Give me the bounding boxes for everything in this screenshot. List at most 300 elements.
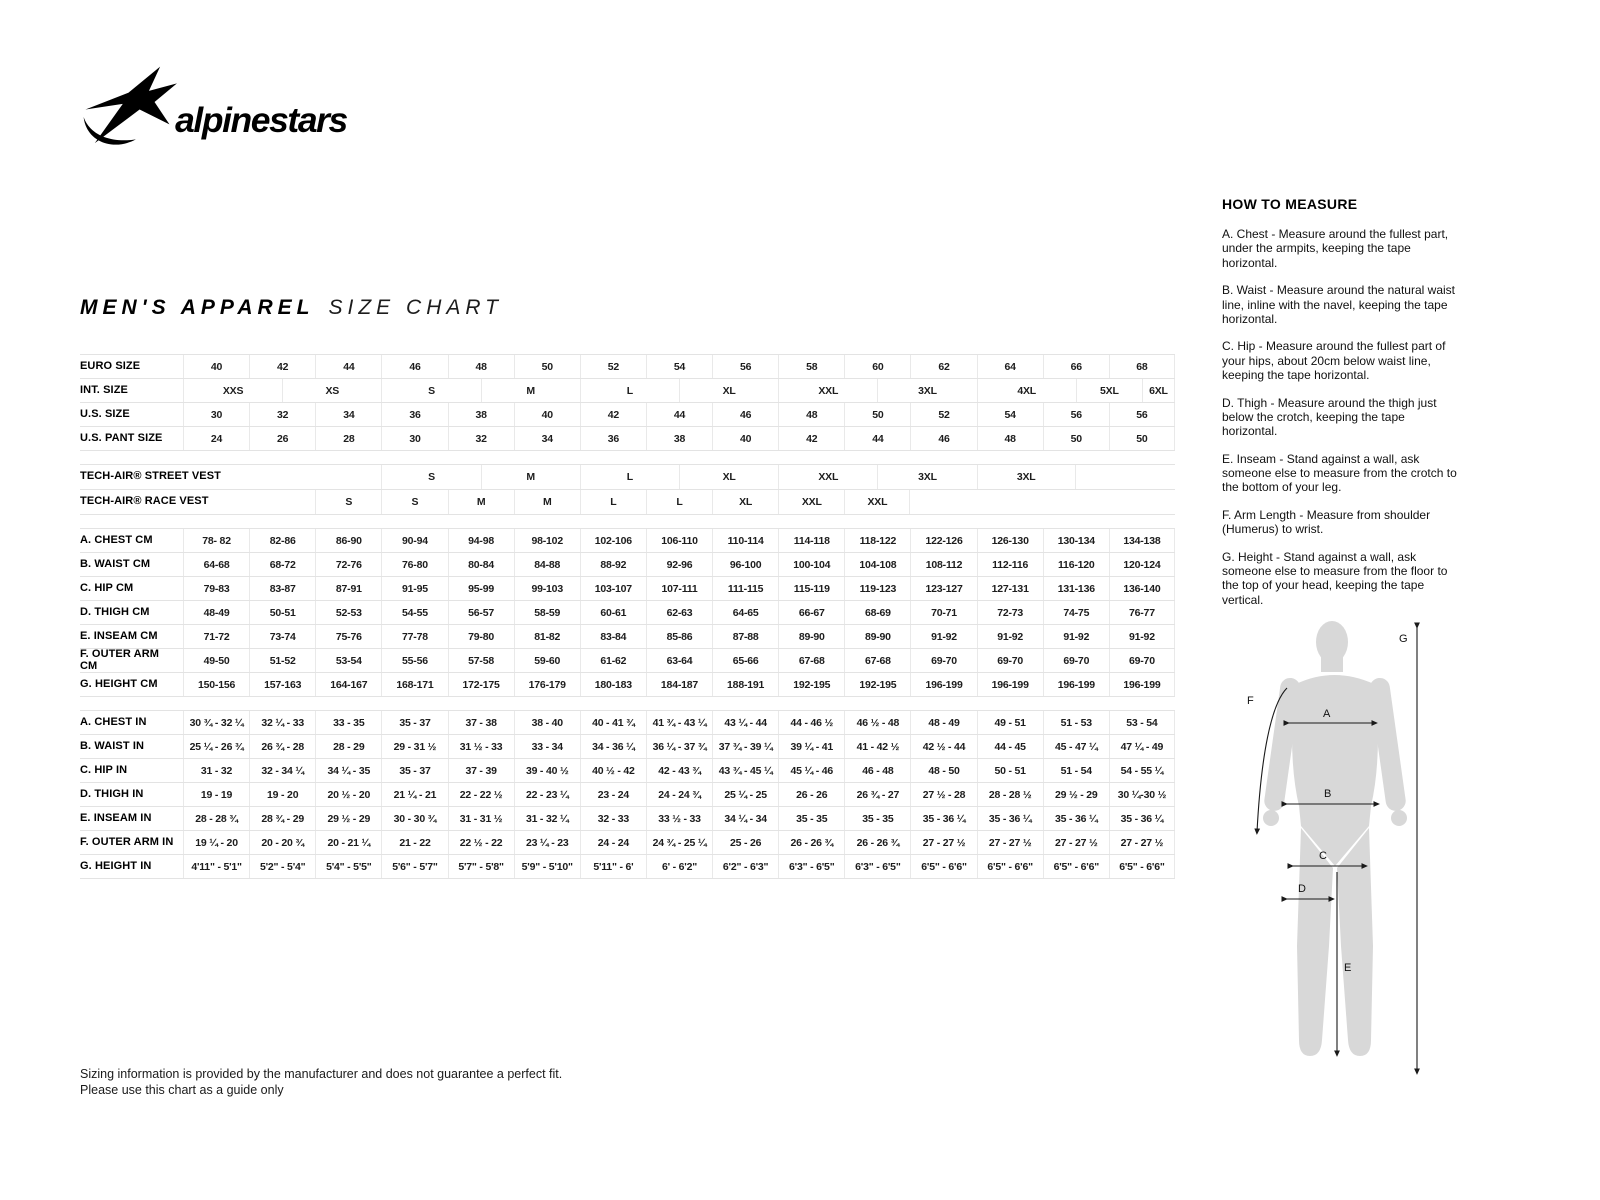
size-cell: 150-156	[183, 673, 249, 696]
size-cell: 95-99	[448, 577, 514, 600]
size-cell: 131-136	[1043, 577, 1109, 600]
size-cell: 90-94	[381, 529, 447, 552]
title-sub: SIZE CHART	[328, 296, 503, 319]
row-label: G. HEIGHT IN	[80, 859, 152, 872]
letter-waist: B	[1324, 788, 1332, 800]
size-cell: 29 - 31 ½	[381, 735, 447, 758]
size-cell: 42	[580, 403, 646, 426]
size-cell: 33 ½ - 33	[646, 807, 712, 830]
size-cell: 114-118	[778, 529, 844, 552]
size-cell: 168-171	[381, 673, 447, 696]
size-cell: 5XL	[1076, 379, 1142, 402]
size-cell: 31 ½ - 33	[448, 735, 514, 758]
table-row	[80, 649, 1175, 673]
size-cell: 65-66	[712, 649, 778, 672]
size-cell	[910, 490, 1175, 514]
size-cell: 22 - 23 ¼	[514, 783, 580, 806]
size-cell: 5'11" - 6'	[580, 855, 646, 878]
size-cell: XS	[282, 379, 381, 402]
size-cell: 57-58	[448, 649, 514, 672]
size-cell: 196-199	[910, 673, 976, 696]
size-cell: 99-103	[514, 577, 580, 600]
size-cell: 56-57	[448, 601, 514, 624]
size-cell: 23 - 24	[580, 783, 646, 806]
size-cell: S	[381, 490, 447, 514]
size-cell: 52	[910, 403, 976, 426]
size-cell: S	[381, 379, 480, 402]
size-cell: 73-74	[249, 625, 315, 648]
size-cell: 20 - 21 ¼	[315, 831, 381, 854]
size-cell: 34 ¼ - 34	[712, 807, 778, 830]
size-cell: 116-120	[1043, 553, 1109, 576]
size-cell: 19 - 20	[249, 783, 315, 806]
size-cell: 78- 82	[183, 529, 249, 552]
size-cell: 98-102	[514, 529, 580, 552]
size-cell: 28 - 28 ¾	[183, 807, 249, 830]
alpinestars-logo-svg	[78, 62, 358, 157]
how-to-measure-panel	[1222, 196, 1462, 620]
size-cell: S	[381, 465, 480, 489]
size-cell: 92-96	[646, 553, 712, 576]
size-cell: 63-64	[646, 649, 712, 672]
size-cell: 44	[646, 403, 712, 426]
page-title	[80, 296, 503, 320]
size-cell: 87-91	[315, 577, 381, 600]
howto-heading: HOW TO MEASURE	[1222, 196, 1358, 212]
size-cell: 32	[448, 427, 514, 450]
size-cell: 5'4" - 5'5"	[315, 855, 381, 878]
size-cell: 30 - 30 ¾	[381, 807, 447, 830]
size-cell: 28 - 28 ½	[977, 783, 1043, 806]
row-label: B. WAIST CM	[80, 557, 151, 570]
size-cell: 38	[448, 403, 514, 426]
size-cell: 68-72	[249, 553, 315, 576]
table-row	[80, 465, 1175, 490]
size-cell: 31 - 32 ¼	[514, 807, 580, 830]
size-cell: 87-88	[712, 625, 778, 648]
size-cell: 35 - 35	[844, 807, 910, 830]
size-cell: 91-92	[910, 625, 976, 648]
size-cell: 36 ¼ - 37 ¾	[646, 735, 712, 758]
howto-item-thigh: D. Thigh - Measure around the thigh just below the crotch, keeping the tape horizontal.	[1222, 395, 1437, 439]
size-cell: 6'5" - 6'6"	[1109, 855, 1175, 878]
size-cell: 91-92	[977, 625, 1043, 648]
table-row	[80, 759, 1175, 783]
size-cell: 35 - 37	[381, 711, 447, 734]
size-cell: 3XL	[877, 465, 976, 489]
size-cell: 6'2" - 6'3"	[712, 855, 778, 878]
size-cell: 19 - 19	[183, 783, 249, 806]
size-cell: 28 ¾ - 29	[249, 807, 315, 830]
size-cell: 24 - 24 ¾	[646, 783, 712, 806]
size-cell: 91-92	[1109, 625, 1175, 648]
size-cell: 188-191	[712, 673, 778, 696]
row-label: A. CHEST IN	[80, 715, 147, 728]
size-cell: 106-110	[646, 529, 712, 552]
size-cell: 52-53	[315, 601, 381, 624]
size-cell: 69-70	[977, 649, 1043, 672]
star-icon	[85, 67, 176, 144]
size-cell: 67-68	[844, 649, 910, 672]
table-row	[80, 529, 1175, 553]
body-diagram	[1235, 616, 1435, 1090]
size-cell: 30	[183, 403, 249, 426]
size-cell: 76-80	[381, 553, 447, 576]
table-block-cm	[80, 528, 1175, 697]
size-cell: 51 - 53	[1043, 711, 1109, 734]
size-cell: 27 - 27 ½	[1043, 831, 1109, 854]
size-cell: 83-87	[249, 577, 315, 600]
size-cell: XXL	[778, 490, 844, 514]
size-cell: 6'5" - 6'6"	[1043, 855, 1109, 878]
size-cell: 75-76	[315, 625, 381, 648]
table-block-sizes	[80, 354, 1175, 451]
size-cell: 61-62	[580, 649, 646, 672]
size-cell: L	[646, 490, 712, 514]
size-cell: 34 - 36 ¼	[580, 735, 646, 758]
size-cell: 100-104	[778, 553, 844, 576]
size-cell: 26	[249, 427, 315, 450]
size-cell: L	[580, 465, 679, 489]
size-cell: 79-83	[183, 577, 249, 600]
size-cell: 34	[315, 403, 381, 426]
size-cell: 56	[712, 355, 778, 378]
size-cell: 25 ¼ - 26 ¾	[183, 735, 249, 758]
row-label: E. INSEAM IN	[80, 811, 152, 824]
row-label: D. THIGH CM	[80, 605, 150, 618]
size-cell: 40 ½ - 42	[580, 759, 646, 782]
size-cell: 58-59	[514, 601, 580, 624]
size-cell: 20 - 20 ¾	[249, 831, 315, 854]
size-cell: 64-65	[712, 601, 778, 624]
size-cell: 5'7" - 5'8"	[448, 855, 514, 878]
row-label: C. HIP IN	[80, 763, 128, 776]
howto-item-waist: B. Waist - Measure around the natural waist line, inline with the navel, keeping the tape horizontal.	[1222, 283, 1455, 326]
size-cell: 50	[844, 403, 910, 426]
size-cell: 54 - 55 ¼	[1109, 759, 1175, 782]
size-cell: 44 - 46 ½	[778, 711, 844, 734]
table-block-techair	[80, 464, 1175, 515]
size-cell: XXL	[778, 465, 877, 489]
table-row	[80, 831, 1175, 855]
letter-arm: F	[1247, 695, 1254, 707]
size-cell: 6XL	[1142, 379, 1175, 402]
table-row	[80, 355, 1175, 379]
letter-chest: A	[1323, 708, 1331, 720]
size-cell: 82-86	[249, 529, 315, 552]
size-cell: 176-179	[514, 673, 580, 696]
size-cell: 5'6" - 5'7"	[381, 855, 447, 878]
size-cell: 74-75	[1043, 601, 1109, 624]
row-label: TECH-AIR® RACE VEST	[80, 495, 209, 508]
size-cell: 6'3" - 6'5"	[844, 855, 910, 878]
size-cell: M	[448, 490, 514, 514]
size-cell: 26 - 26 ¾	[844, 831, 910, 854]
size-cell: 35 - 35	[778, 807, 844, 830]
size-cell: 34	[514, 427, 580, 450]
size-cell: 28	[315, 427, 381, 450]
size-cell: 184-187	[646, 673, 712, 696]
size-cell: 27 ½ - 28	[910, 783, 976, 806]
size-cell: 42 - 43 ¾	[646, 759, 712, 782]
table-row	[80, 855, 1175, 879]
size-cell: 35 - 36 ¼	[1043, 807, 1109, 830]
letter-thigh: D	[1298, 883, 1306, 895]
size-cell: 64	[977, 355, 1043, 378]
size-cell: 55-56	[381, 649, 447, 672]
size-cell: 26 ¾ - 27	[844, 783, 910, 806]
size-cell: 44	[844, 427, 910, 450]
row-label: B. WAIST IN	[80, 739, 145, 752]
size-cell: 58	[778, 355, 844, 378]
letter-hip: C	[1319, 850, 1327, 862]
size-cell: XL	[679, 465, 778, 489]
footer-note	[80, 1067, 562, 1099]
size-cell: 84-88	[514, 553, 580, 576]
size-cell: 36	[580, 427, 646, 450]
size-cell: 196-199	[1043, 673, 1109, 696]
table-row	[80, 577, 1175, 601]
size-cell: 119-123	[844, 577, 910, 600]
size-cell: 26 - 26 ¾	[778, 831, 844, 854]
size-cell: 29 ½ - 29	[1043, 783, 1109, 806]
size-cell: 39 - 40 ½	[514, 759, 580, 782]
size-cell: 67-68	[778, 649, 844, 672]
row-label: C. HIP CM	[80, 581, 134, 594]
size-cell: 62-63	[646, 601, 712, 624]
size-cell: 71-72	[183, 625, 249, 648]
size-cell: 196-199	[977, 673, 1043, 696]
row-label: F. OUTER ARM CM	[80, 648, 160, 672]
row-label: U.S. SIZE	[80, 407, 130, 420]
size-cell: 80-84	[448, 553, 514, 576]
size-cell: 48	[778, 403, 844, 426]
table-row	[80, 711, 1175, 735]
size-cell: 33 - 34	[514, 735, 580, 758]
size-cell: 27 - 27 ½	[977, 831, 1043, 854]
size-cell: 31 - 31 ½	[448, 807, 514, 830]
size-cell: 42	[778, 427, 844, 450]
size-cell: 34 ¼ - 35	[315, 759, 381, 782]
size-cell: 102-106	[580, 529, 646, 552]
size-cell: 103-107	[580, 577, 646, 600]
size-cell: 130-134	[1043, 529, 1109, 552]
size-cell: 45 ¼ - 46	[778, 759, 844, 782]
size-cell: 35 - 37	[381, 759, 447, 782]
size-cell: 4'11" - 5'1"	[183, 855, 249, 878]
size-cell: 112-116	[977, 553, 1043, 576]
size-cell: XL	[712, 490, 778, 514]
size-cell: 48	[977, 427, 1043, 450]
size-cell: 54	[977, 403, 1043, 426]
size-cell: 192-195	[778, 673, 844, 696]
size-cell: 54	[646, 355, 712, 378]
size-cell: 85-86	[646, 625, 712, 648]
size-cell: 4XL	[977, 379, 1076, 402]
size-cell: 42	[249, 355, 315, 378]
howto-item-height: G. Height - Stand against a wall, ask someone else to measure from the floor to the top of your head, keeping the tape vertical.	[1222, 549, 1448, 607]
size-cell: 110-114	[712, 529, 778, 552]
size-cell: 50-51	[249, 601, 315, 624]
size-cell: 46	[712, 403, 778, 426]
size-cell: 32 ¼ - 33	[249, 711, 315, 734]
size-cell: 64-68	[183, 553, 249, 576]
row-label: TECH-AIR® STREET VEST	[80, 470, 221, 483]
size-cell: 157-163	[249, 673, 315, 696]
size-cell: 127-131	[977, 577, 1043, 600]
size-cell: 49-50	[183, 649, 249, 672]
size-cell: 35 - 36 ¼	[977, 807, 1043, 830]
table-row	[80, 379, 1175, 403]
size-cell: 40	[514, 403, 580, 426]
size-cell: 56	[1109, 403, 1175, 426]
size-cell: M	[514, 490, 580, 514]
size-cell: 49 - 51	[977, 711, 1043, 734]
size-cell: 126-130	[977, 529, 1043, 552]
size-cell: 123-127	[910, 577, 976, 600]
table-block-inches	[80, 710, 1175, 879]
alpinestars-logo	[78, 62, 358, 157]
size-cell: 172-175	[448, 673, 514, 696]
size-cell: 29 ½ - 29	[315, 807, 381, 830]
size-cell: 26 - 26	[778, 783, 844, 806]
human-silhouette	[1263, 621, 1407, 1056]
footer-line-1: Sizing information is provided by the manufacturer and does not guarantee a perfect fit.	[80, 1067, 563, 1081]
size-cell: 180-183	[580, 673, 646, 696]
size-cell: 22 - 22 ½	[448, 783, 514, 806]
size-cell: 35 - 36 ¼	[1109, 807, 1175, 830]
size-cell: 25 - 26	[712, 831, 778, 854]
size-cell: 44 - 45	[977, 735, 1043, 758]
size-cell: 51 - 54	[1043, 759, 1109, 782]
size-cell: M	[481, 465, 580, 489]
size-cell: 89-90	[778, 625, 844, 648]
size-cell: 22 ½ - 22	[448, 831, 514, 854]
size-cell: L	[580, 379, 679, 402]
size-cell: 40	[183, 355, 249, 378]
size-cell: 6'3" - 6'5"	[778, 855, 844, 878]
size-cell: 60	[844, 355, 910, 378]
size-cell: 32	[249, 403, 315, 426]
size-cell: 32 - 33	[580, 807, 646, 830]
size-cell: 111-115	[712, 577, 778, 600]
size-cell: 79-80	[448, 625, 514, 648]
table-row	[80, 783, 1175, 807]
letter-inseam: E	[1344, 962, 1352, 974]
size-table	[80, 354, 1175, 879]
size-cell: 6' - 6'2"	[646, 855, 712, 878]
size-cell: L	[580, 490, 646, 514]
size-cell: 31 - 32	[183, 759, 249, 782]
size-cell: 91-92	[1043, 625, 1109, 648]
size-cell: 60-61	[580, 601, 646, 624]
table-row	[80, 490, 1175, 515]
size-cell: 5'9" - 5'10"	[514, 855, 580, 878]
size-cell: 66-67	[778, 601, 844, 624]
size-cell: 72-76	[315, 553, 381, 576]
logo-text: alpinestars	[175, 99, 347, 140]
table-row	[80, 553, 1175, 577]
size-cell: 68	[1109, 355, 1175, 378]
size-cell: 88-92	[580, 553, 646, 576]
size-cell: 69-70	[1109, 649, 1175, 672]
size-cell: 59-60	[514, 649, 580, 672]
row-label: EURO SIZE	[80, 359, 141, 372]
howto-item-arm: F. Arm Length - Measure from shoulder (Humerus) to wrist.	[1222, 507, 1431, 537]
size-cell: 38	[646, 427, 712, 450]
size-cell: 48-49	[183, 601, 249, 624]
size-cell: 46 ½ - 48	[844, 711, 910, 734]
row-label: E. INSEAM CM	[80, 629, 158, 642]
size-cell: 32 - 34 ¼	[249, 759, 315, 782]
size-cell: M	[481, 379, 580, 402]
title-main: MEN'S APPAREL	[80, 296, 315, 319]
size-cell: 37 - 38	[448, 711, 514, 734]
size-cell: 86-90	[315, 529, 381, 552]
size-cell: 50	[514, 355, 580, 378]
table-row	[80, 625, 1175, 649]
table-row	[80, 673, 1175, 697]
size-cell: 25 ¼ - 25	[712, 783, 778, 806]
table-row	[80, 601, 1175, 625]
size-cell: 21 ¼ - 21	[381, 783, 447, 806]
size-cell: 120-124	[1109, 553, 1175, 576]
size-cell: 38 - 40	[514, 711, 580, 734]
size-cell: 21 - 22	[381, 831, 447, 854]
size-cell: 27 - 27 ½	[910, 831, 976, 854]
size-cell: 96-100	[712, 553, 778, 576]
size-cell: 20 ½ - 20	[315, 783, 381, 806]
size-cell: 192-195	[844, 673, 910, 696]
size-cell: 122-126	[910, 529, 976, 552]
size-cell: 37 - 39	[448, 759, 514, 782]
size-cell: 50	[1109, 427, 1175, 450]
size-cell: 33 - 35	[315, 711, 381, 734]
size-cell: 51-52	[249, 649, 315, 672]
size-cell: 27 - 27 ½	[1109, 831, 1175, 854]
size-cell: 108-112	[910, 553, 976, 576]
row-label: A. CHEST CM	[80, 533, 153, 546]
size-cell: XL	[679, 379, 778, 402]
size-cell: 53 - 54	[1109, 711, 1175, 734]
size-cell: 42 ½ - 44	[910, 735, 976, 758]
size-cell: 41 - 42 ½	[844, 735, 910, 758]
row-label: F. OUTER ARM IN	[80, 835, 174, 848]
size-cell: 3XL	[877, 379, 976, 402]
size-cell: 46	[381, 355, 447, 378]
row-label: U.S. PANT SIZE	[80, 431, 163, 444]
size-cell: 115-119	[778, 577, 844, 600]
size-cell: 69-70	[1043, 649, 1109, 672]
size-cell: 46 - 48	[844, 759, 910, 782]
size-cell: 89-90	[844, 625, 910, 648]
size-cell: 81-82	[514, 625, 580, 648]
size-cell: 48	[448, 355, 514, 378]
size-cell: 28 - 29	[315, 735, 381, 758]
footer-line-2: Please use this chart as a guide only	[80, 1082, 284, 1097]
size-cell: 104-108	[844, 553, 910, 576]
size-cell: 52	[580, 355, 646, 378]
size-cell: 47 ¼ - 49	[1109, 735, 1175, 758]
size-cell: S	[315, 490, 381, 514]
table-row	[80, 807, 1175, 831]
size-cell: 43 ¼ - 44	[712, 711, 778, 734]
size-cell: 39 ¼ - 41	[778, 735, 844, 758]
size-cell: 107-111	[646, 577, 712, 600]
table-row	[80, 403, 1175, 427]
row-label: D. THIGH IN	[80, 787, 144, 800]
size-cell: 76-77	[1109, 601, 1175, 624]
